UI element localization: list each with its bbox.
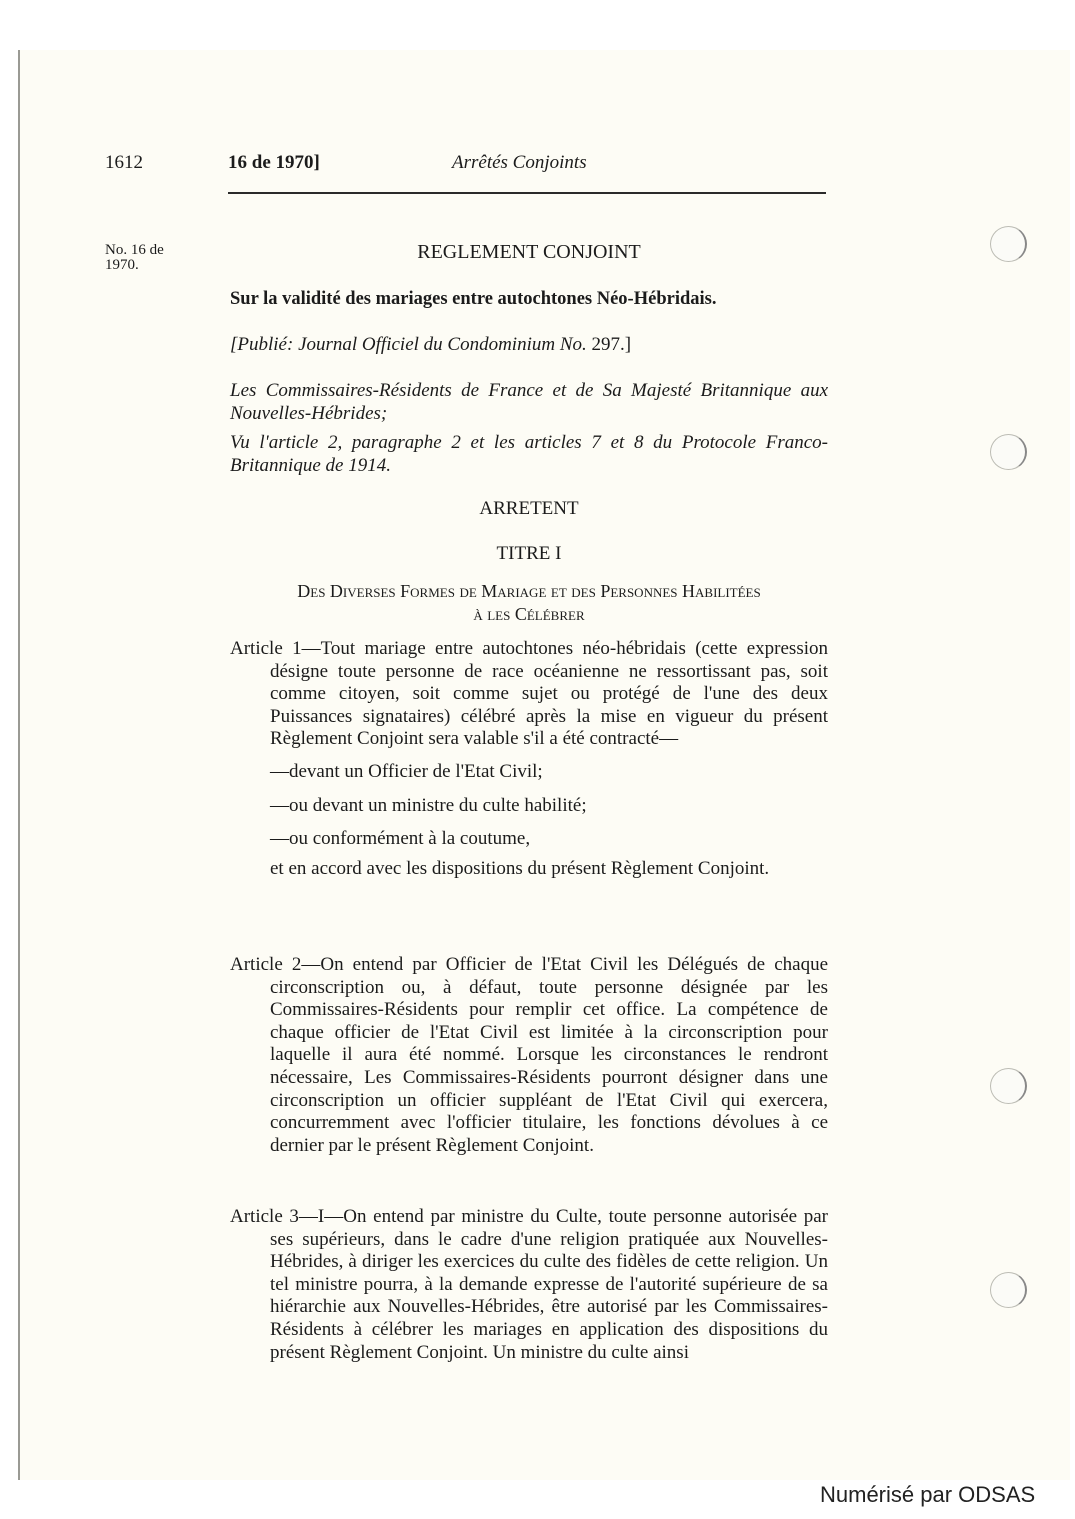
arretent-heading: ARRETENT <box>479 498 579 519</box>
article-1 <box>230 638 828 880</box>
titre-subheading <box>230 580 828 625</box>
header-reference: 16 de 1970] <box>228 152 320 173</box>
preamble <box>230 380 828 477</box>
article-closing: et en accord avec les dispositions du présent Règlement Conjoint. <box>270 857 770 879</box>
publication-prefix: [Publié: Journal Officiel du Condominium No. <box>230 334 587 355</box>
titre-subheading-line: à les Célébrer <box>473 603 585 624</box>
header-section: Arrêtés Conjoints <box>452 152 587 173</box>
document-title: REGLEMENT CONJOINT <box>417 241 641 263</box>
publication-note <box>230 334 828 357</box>
article-text: Article 1—Tout mariage entre autochtones néo-hébridais (cette expression désigne toute personne de race océanienne ne ressortissant pas, soit comme citoyen, soit comme sujet ou protégé de l'une des deux Puissances signataires) célébré après la mise en vigueur du présent Règlement Conjoint sera valable s'il a été contracté— <box>230 638 828 750</box>
titre-heading: TITRE I <box>496 543 562 564</box>
margin-note <box>105 243 195 273</box>
page-number: 1612 <box>105 152 143 173</box>
article-3 <box>230 1206 828 1364</box>
margin-note-line: 1970. <box>105 257 139 273</box>
publication-number: 297.] <box>586 334 632 355</box>
article-2 <box>230 954 828 1157</box>
punch-hole <box>990 226 1027 262</box>
header-rule <box>228 192 826 194</box>
preamble-paragraph: Vu l'article 2, paragraphe 2 et les articles 7 et 8 du Protocole Franco-Britannique de 1914. <box>230 432 828 476</box>
preamble-paragraph: Les Commissaires-Résidents de France et de Sa Majesté Britannique aux Nouvelles-Hébrides; <box>230 380 828 424</box>
punch-hole <box>990 1068 1027 1104</box>
article-text: Article 3—I—On entend par ministre du Culte, toute personne autorisée par ses supérieurs, dans le cadre d'une religion pratiquée aux Nouvelles-Hébrides, à diriger les exercices du culte des fidèles de cette religion. Un tel ministre pourra, à la demande expresse de l'autorité supérieure de sa hiérarchie aux Nouvelles-Hébrides, être autorisé par les Commissaires-Résidents à célébrer les mariages en application des dispositions du présent Règlement Conjoint. Un ministre du culte ainsi <box>230 1206 828 1363</box>
article-list-item: —ou devant un ministre du culte habilité; <box>270 794 587 816</box>
article-list-item: —devant un Officier de l'Etat Civil; <box>270 760 543 782</box>
titre-subheading-line: Des Diverses Formes de Mariage et des Personnes Habilitées <box>297 581 761 601</box>
punch-hole <box>990 434 1027 470</box>
article-list-item: —ou conformément à la coutume, <box>270 828 531 850</box>
article-text: Article 2—On entend par Officier de l'Etat Civil les Délégués de chaque circonscription ou, à défaut, toute personne désignée par les Commissaires-Résidents pour remplir cet office. La compétence de chaque officier de l'Etat Civil est limitée à la circonscription pour laquelle il aura été nommé. Lorsque les circonstances le rendront nécessaire, Les Commissaires-Résidents pourront désigner dans une circonscription un officier suppléant de l'Etat Civil qui exercera, concurremment avec l'officier titulaire, les fonctions dévolues à ce dernier par le présent Règlement Conjoint. <box>230 954 828 1156</box>
punch-hole <box>990 1272 1027 1308</box>
document-subtitle: Sur la validité des mariages entre autochtones Néo-Hébridais. <box>230 289 717 309</box>
digitization-credit: Numérisé par ODSAS <box>820 1482 1036 1507</box>
margin-note-line: No. 16 de <box>105 242 164 258</box>
